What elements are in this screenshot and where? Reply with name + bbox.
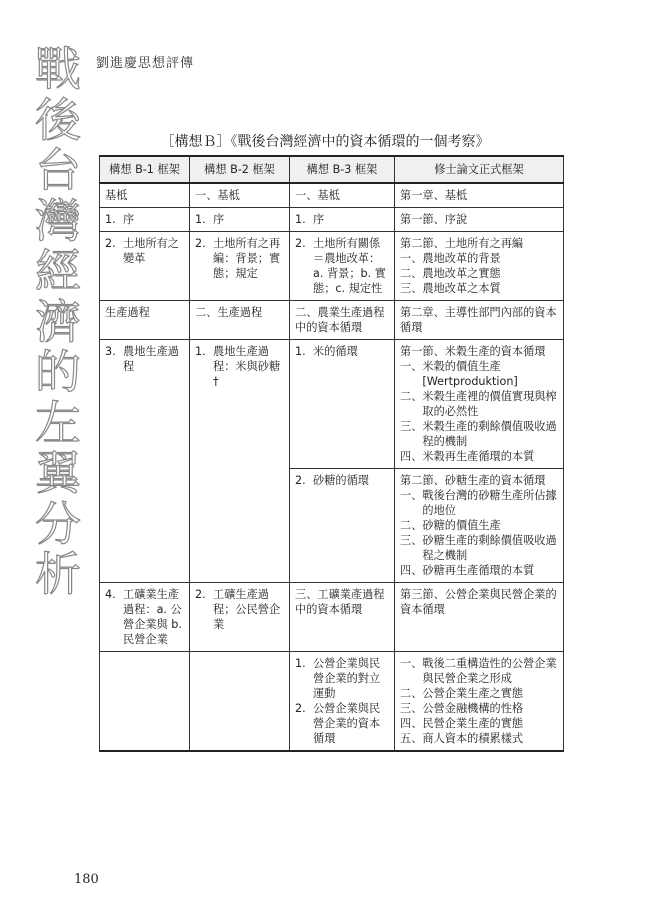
title-char: 分: [35, 496, 81, 551]
table-row: [100, 301, 564, 340]
title-char: 的: [35, 345, 81, 399]
table-row: [100, 652, 564, 752]
cell: [190, 232, 290, 301]
cell: [290, 208, 395, 232]
sub-mark: 三、: [400, 420, 423, 433]
item-text: 序: [213, 213, 225, 226]
cell: [190, 583, 290, 652]
section-title: 第二節、土地所有之再編: [400, 237, 524, 250]
sub-text: 砂糖再生產循環的本質: [422, 564, 535, 577]
cell: [100, 652, 190, 752]
title-char: 台: [35, 143, 81, 197]
title-char: 左: [35, 395, 81, 450]
item-text: 農地生產過程: [123, 345, 179, 373]
header-b1: 構想 B-1 框架: [100, 156, 190, 183]
title-char: 濟: [35, 294, 81, 349]
sub-text: 砂糖的價值生產: [422, 519, 501, 532]
table-row: [100, 232, 564, 301]
title-char: 灣: [35, 193, 81, 248]
table-caption: ［構想Ｂ］《戰後台灣經濟中的資本循環的一個考察》: [160, 134, 490, 150]
sub-item: [400, 449, 558, 464]
item-text: 序: [313, 213, 325, 226]
sub-item: [400, 686, 558, 701]
item-number: 2.: [295, 702, 306, 715]
header-row: [100, 156, 564, 183]
item-text: 土地所有之再編：背景；實態；規定: [213, 237, 281, 280]
cell: [100, 340, 190, 583]
sub-text: 民營企業生產的實態: [422, 717, 524, 730]
sub-mark: 三、: [400, 702, 423, 715]
sub-text: 砂糖生產的剩餘價值吸收過程之機制: [422, 534, 557, 562]
sub-item: [400, 656, 558, 686]
cell: 二、生產過程: [190, 301, 290, 340]
sub-item: [400, 281, 558, 296]
item-text: 土地所有關係＝農地改革：a. 背景；b. 實態；c. 規定性: [313, 237, 386, 295]
sub-text: 公營金融機構的性格: [422, 702, 524, 715]
sub-mark: 四、: [400, 450, 423, 463]
item-text: 工礦業生產過程：a. 公營企業與 b. 民營企業: [123, 588, 182, 646]
list-item: [295, 656, 389, 701]
header-b3: 構想 B-3 框架: [290, 156, 395, 183]
title-char: 後: [35, 92, 81, 147]
sub-text: 米穀生產的剩餘價值吸收過程的機制: [422, 420, 557, 448]
sub-mark: 二、: [400, 390, 423, 403]
item-text: 土地所有之變革: [123, 237, 179, 265]
table-row: [100, 340, 564, 469]
item-text: 農地生產過程：米與砂糖†: [213, 345, 281, 388]
cell: [190, 208, 290, 232]
sub-mark: 二、: [400, 267, 423, 280]
item-text: 工礦生產過程；公民營企業: [213, 588, 281, 631]
title-char: 經: [35, 244, 81, 298]
cell: 第三節、公營企業與民營企業的資本循環: [395, 583, 564, 652]
cell: 第二章、主導性部門內部的資本循環: [395, 301, 564, 340]
cell: 一、基柢: [190, 183, 290, 208]
title-char: 翼: [35, 446, 81, 500]
table-row: [100, 183, 564, 208]
item-number: 2.: [105, 237, 116, 250]
item-number: 4.: [105, 588, 116, 601]
header-thesis: 修士論文正式框架: [395, 156, 564, 183]
cell: [100, 232, 190, 301]
sub-item: [400, 266, 558, 281]
item-text: 砂糖的循環: [313, 474, 369, 487]
item-number: 1.: [195, 213, 206, 226]
item-number: 1.: [295, 657, 306, 670]
sub-item: [400, 359, 558, 389]
sub-item: [400, 533, 558, 563]
item-number: 3.: [105, 345, 116, 358]
cell: 一、基柢: [290, 183, 395, 208]
sub-mark: 三、: [400, 534, 423, 547]
cell: [395, 340, 564, 469]
cell: [290, 469, 395, 583]
cell: [395, 469, 564, 583]
cell: [100, 208, 190, 232]
title-char: 戰: [35, 42, 81, 96]
list-item: [295, 701, 389, 746]
item-number: 2.: [195, 237, 206, 250]
cell: [395, 232, 564, 301]
sub-mark: 三、: [400, 282, 423, 295]
cell: [290, 340, 395, 469]
item-text: 公營企業與民營企業的資本循環: [313, 702, 381, 745]
cell: 三、工礦業產過程中的資本循環: [290, 583, 395, 652]
cell: [290, 652, 395, 752]
sub-text: 戰後二重構造性的公營企業與民營企業之形成: [422, 657, 557, 685]
title-char: 析: [35, 547, 81, 601]
vertical-book-title: [30, 44, 86, 600]
cell: [190, 652, 290, 752]
sub-text: 公營企業生產之實態: [422, 687, 524, 700]
sub-text: 米穀生產裡的價值實現與榨取的必然性: [422, 390, 557, 418]
sub-text: 戰後台灣的砂糖生產所佔據的地位: [422, 489, 557, 517]
item-number: 2.: [295, 474, 306, 487]
item-number: 1.: [295, 213, 306, 226]
cell: 第一章、基柢: [395, 183, 564, 208]
sub-item: [400, 731, 558, 746]
sub-mark: 五、: [400, 732, 423, 745]
cell: [100, 583, 190, 652]
sub-text: 農地改革之實態: [422, 267, 501, 280]
sub-item: [400, 251, 558, 266]
sub-mark: 一、: [400, 489, 423, 502]
cell: 二、農業生產過程中的資本循環: [290, 301, 395, 340]
cell: 生產過程: [100, 301, 190, 340]
item-text: 序: [123, 213, 135, 226]
item-number: 2.: [295, 237, 306, 250]
header-b2: 構想 B-2 框架: [190, 156, 290, 183]
item-number: 1.: [295, 345, 306, 358]
sub-text: 農地改革之本質: [422, 282, 501, 295]
cell: [395, 652, 564, 752]
sub-mark: 四、: [400, 564, 423, 577]
cell: [290, 232, 395, 301]
sub-mark: 二、: [400, 687, 423, 700]
sub-mark: 二、: [400, 519, 423, 532]
page-number: 180: [74, 872, 99, 887]
sub-item: [400, 716, 558, 731]
sub-text: 米穀再生產循環的本質: [422, 450, 535, 463]
item-number: 2.: [195, 588, 206, 601]
cell: 第一節、序說: [395, 208, 564, 232]
running-head: 劉進慶思想評傳: [96, 56, 195, 71]
sub-mark: 一、: [400, 360, 423, 373]
item-text: 米的循環: [313, 345, 358, 358]
sub-text: 商人資本的積累樣式: [422, 732, 524, 745]
sub-mark: 一、: [400, 252, 423, 265]
section-title: 第一節、米穀生產的資本循環: [400, 345, 546, 358]
section-title: 第二節、砂糖生產的資本循環: [400, 474, 546, 487]
item-number: 1.: [105, 213, 116, 226]
sub-item: [400, 701, 558, 716]
sub-item: [400, 563, 558, 578]
sub-item: [400, 488, 558, 518]
sub-item: [400, 419, 558, 449]
item-number: 1.: [195, 345, 206, 358]
sub-item: [400, 389, 558, 419]
cell: 基柢: [100, 183, 190, 208]
sub-mark: 一、: [400, 657, 423, 670]
item-text: 公營企業與民營企業的對立運動: [313, 657, 381, 700]
sub-item: [400, 518, 558, 533]
table-row: [100, 208, 564, 232]
sub-text: 米穀的價值生產 [Wertproduktion]: [422, 360, 518, 388]
cell: [190, 340, 290, 583]
table-row: [100, 583, 564, 652]
sub-mark: 四、: [400, 717, 423, 730]
sub-text: 農地改革的背景: [422, 252, 501, 265]
framework-table: [99, 155, 564, 752]
